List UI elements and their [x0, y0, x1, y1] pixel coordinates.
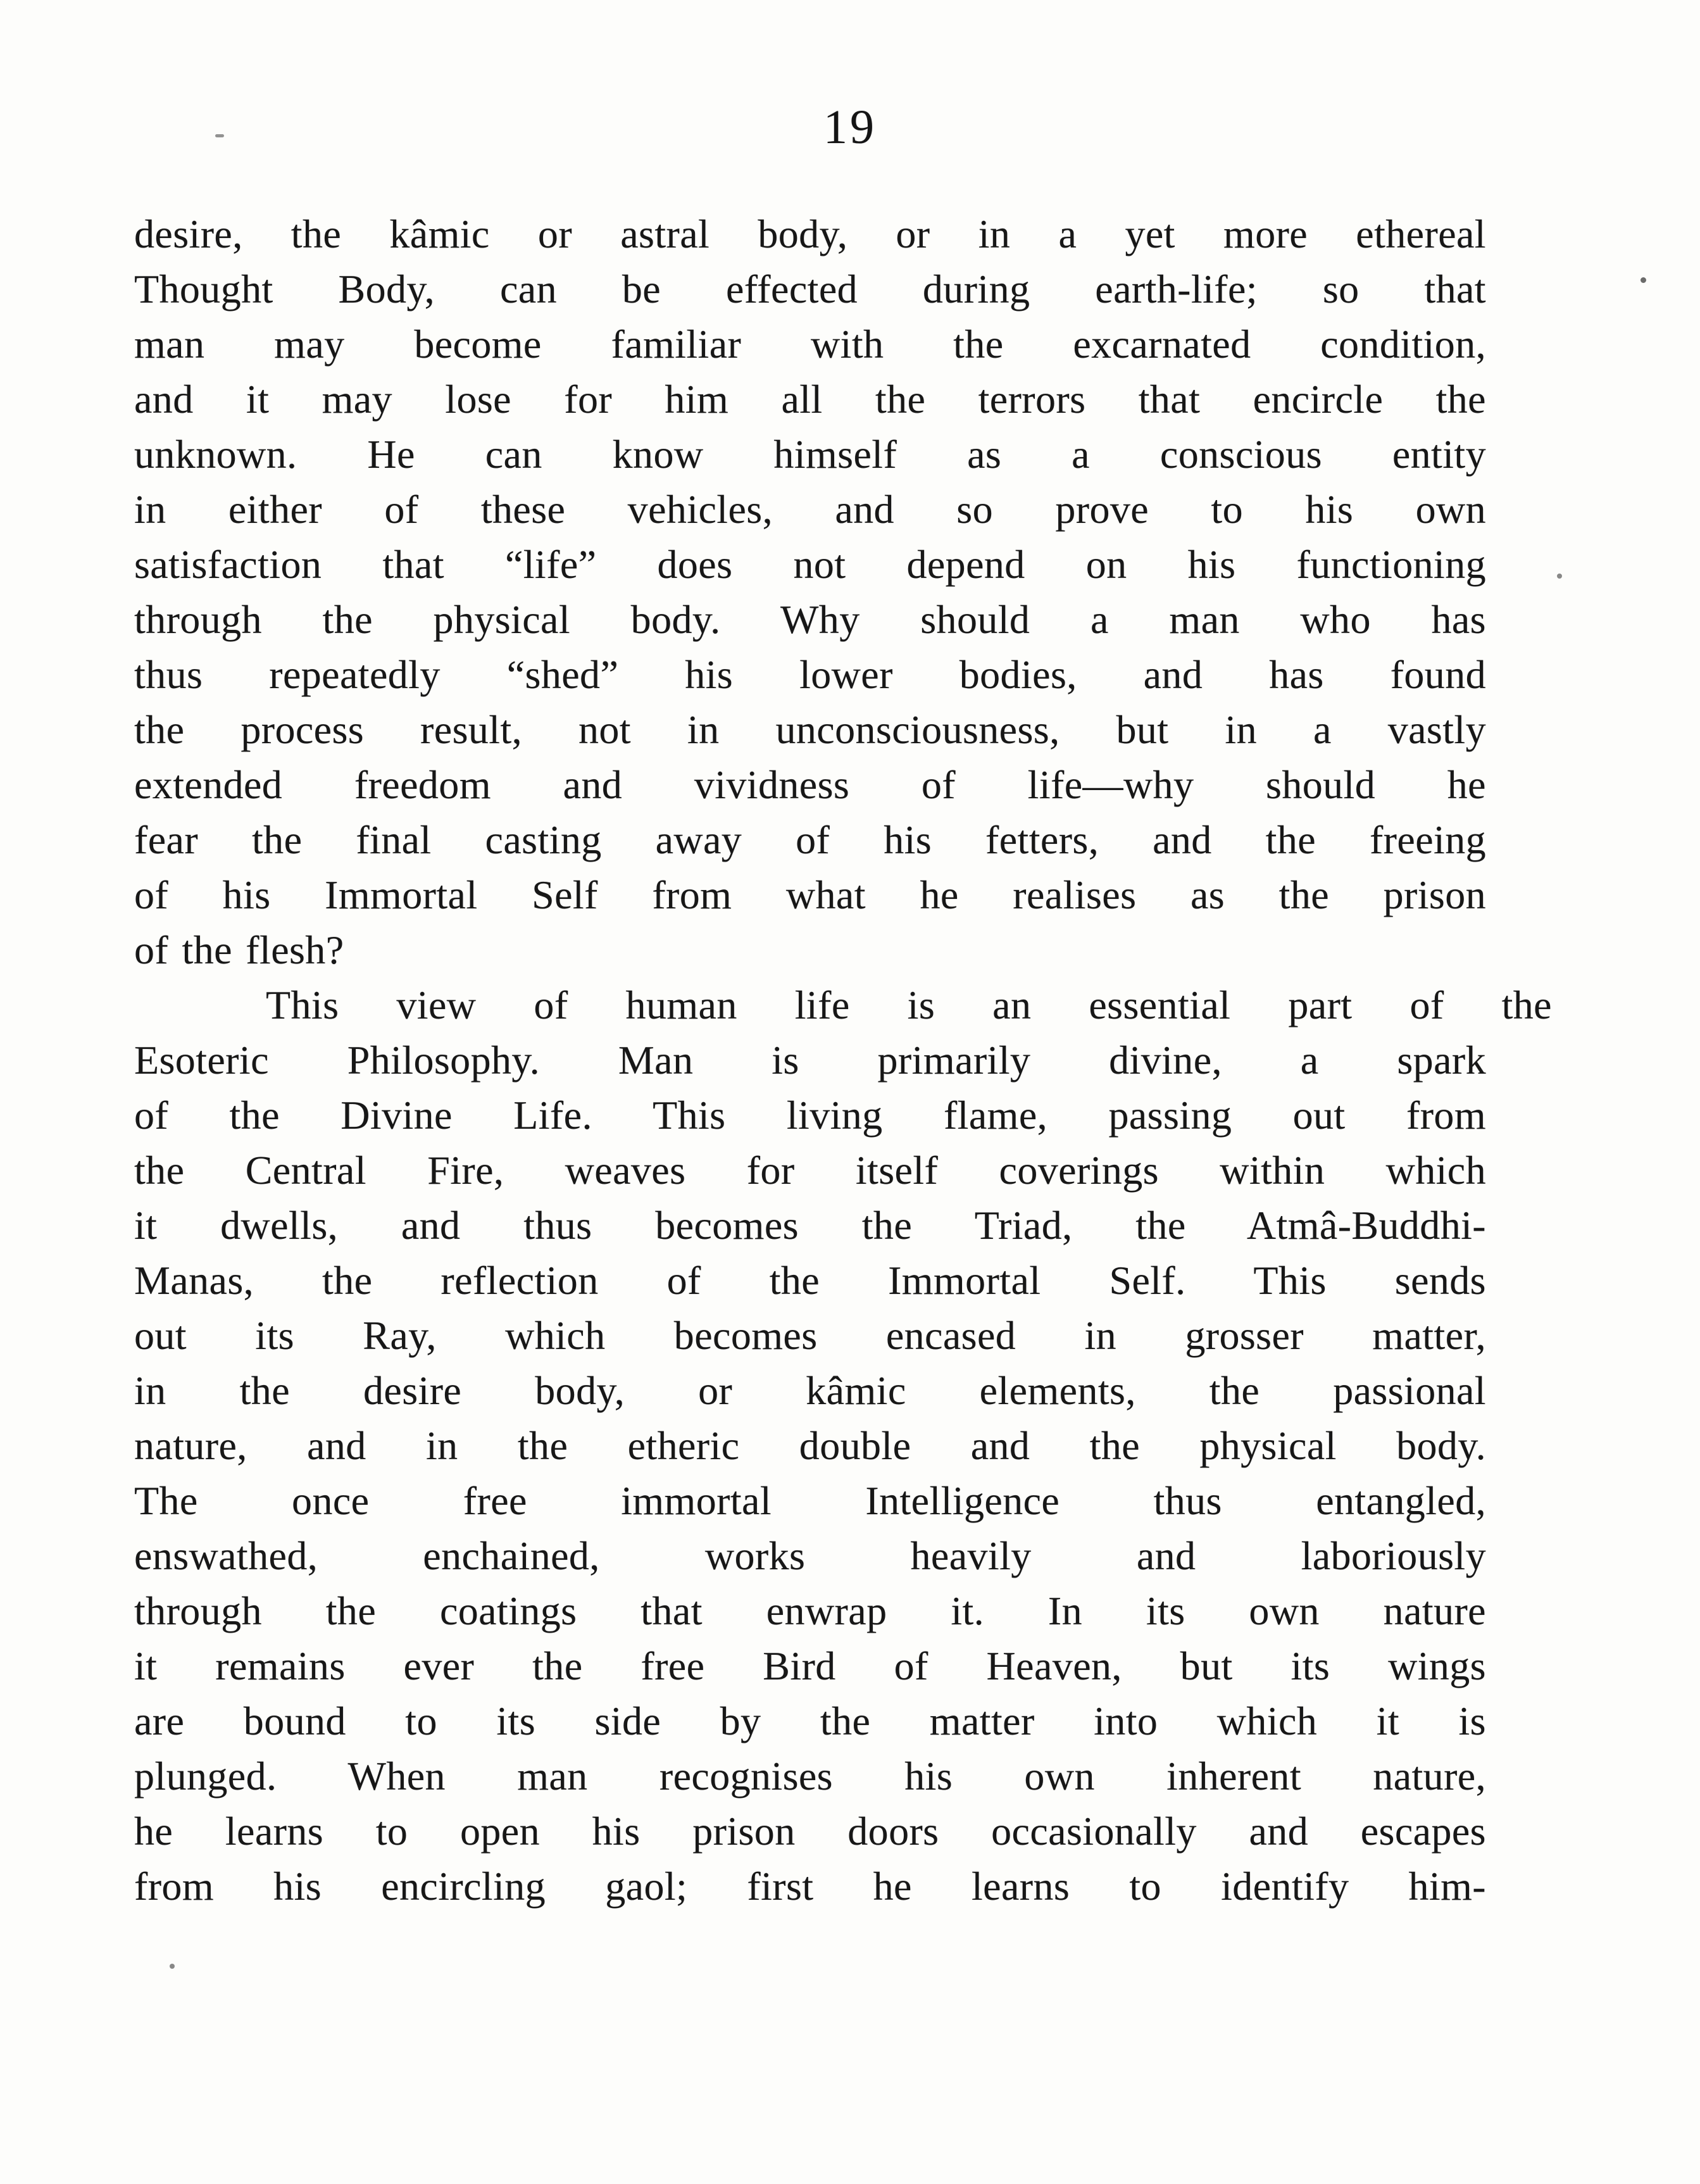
text-line [134, 1418, 1486, 1473]
text-line-content: out its Ray, which becomes encased in grosser matter, [134, 1313, 1486, 1358]
text-line-content: through the coatings that enwrap it. In its own nature [134, 1588, 1486, 1633]
text-line-content: in the desire body, or kâmic elements, the passional [134, 1368, 1486, 1413]
text-line [134, 1638, 1486, 1693]
page-number: 19 [823, 101, 877, 154]
text-line [134, 482, 1486, 537]
text-line-content: plunged. When man recognises his own inherent nature, [134, 1754, 1486, 1798]
text-line [134, 1363, 1486, 1418]
text-line-content: enswathed, enchained, works heavily and laboriously [134, 1533, 1486, 1578]
text-line-content: thus repeatedly “shed” his lower bodies, and has found [134, 652, 1486, 697]
text-line-content: fear the final casting away of his fetters, and the freeing [134, 817, 1486, 862]
text-line-content: of his Immortal Self from what he realises as the prison [134, 872, 1486, 917]
text-line-content: nature, and in the etheric double and the physical body. [134, 1423, 1486, 1468]
text-line [134, 1308, 1486, 1363]
text-line-content: satisfaction that “life” does not depend on his functioning [134, 542, 1486, 587]
text-line-content: The once free immortal Intelligence thus entangled, [134, 1478, 1486, 1523]
text-line-content: extended freedom and vividness of life—why should he [134, 762, 1486, 807]
scan-artifact [1557, 574, 1562, 579]
text-line [134, 1198, 1486, 1253]
text-line [134, 206, 1486, 261]
text-line [134, 1473, 1486, 1528]
page-text [134, 206, 1552, 1914]
text-line [134, 1583, 1486, 1638]
paragraph [134, 977, 1552, 1914]
scan-artifact [170, 1964, 175, 1969]
text-line [134, 372, 1486, 427]
text-line [134, 1804, 1486, 1859]
text-line-content: of the Divine Life. This living flame, passing out from [134, 1093, 1486, 1138]
text-line-content: This view of human life is an essential part of the [266, 982, 1552, 1027]
text-line-content: in either of these vehicles, and so prove to his own [134, 487, 1486, 532]
text-line-content: Manas, the reflection of the Immortal Self. This sends [134, 1258, 1486, 1303]
text-line-content: man may become familiar with the excarnated condition, [134, 322, 1486, 367]
scan-artifact [1641, 277, 1646, 283]
text-line-content: of the flesh? [134, 927, 344, 972]
text-line [134, 427, 1486, 482]
text-line-content: the process result, not in unconsciousness, but in a vastly [134, 707, 1486, 752]
text-line-content: Esoteric Philosophy. Man is primarily divine, a spark [134, 1038, 1486, 1083]
text-line-content: unknown. He can know himself as a conscious entity [134, 432, 1486, 477]
scan-artifact [215, 134, 224, 137]
text-line-content: and it may lose for him all the terrors that encircle the [134, 377, 1486, 422]
text-line-content: are bound to its side by the matter into which it is [134, 1698, 1486, 1743]
text-line [134, 1748, 1486, 1804]
text-line [134, 702, 1486, 757]
text-line-content: through the physical body. Why should a man who has [134, 597, 1486, 642]
text-line [134, 977, 1552, 1032]
text-line [134, 922, 1486, 977]
text-line [134, 757, 1486, 812]
text-line [134, 1859, 1486, 1914]
text-line [134, 1088, 1486, 1143]
text-line-content: from his encircling gaol; first he learns to identify him- [134, 1864, 1486, 1909]
text-line-content: Thought Body, can be effected during earth-life; so that [134, 267, 1486, 311]
text-line [134, 537, 1486, 592]
text-line [134, 592, 1486, 647]
text-line [134, 867, 1486, 922]
text-line-content: he learns to open his prison doors occasionally and escapes [134, 1809, 1486, 1854]
text-line [134, 1528, 1486, 1583]
text-line [134, 647, 1486, 702]
text-line [134, 1143, 1486, 1198]
text-line-content: the Central Fire, weaves for itself coverings within which [134, 1148, 1486, 1193]
text-line-content: it remains ever the free Bird of Heaven, but its wings [134, 1643, 1486, 1688]
text-line [134, 1693, 1486, 1748]
paragraph [134, 206, 1486, 977]
text-line [134, 1253, 1486, 1308]
text-line-content: it dwells, and thus becomes the Triad, the Atmâ-Buddhi- [134, 1203, 1486, 1248]
text-line [134, 812, 1486, 867]
text-line [134, 261, 1486, 317]
text-line-content: desire, the kâmic or astral body, or in a yet more ethereal [134, 211, 1486, 256]
text-line [134, 317, 1486, 372]
text-line [134, 1032, 1486, 1088]
